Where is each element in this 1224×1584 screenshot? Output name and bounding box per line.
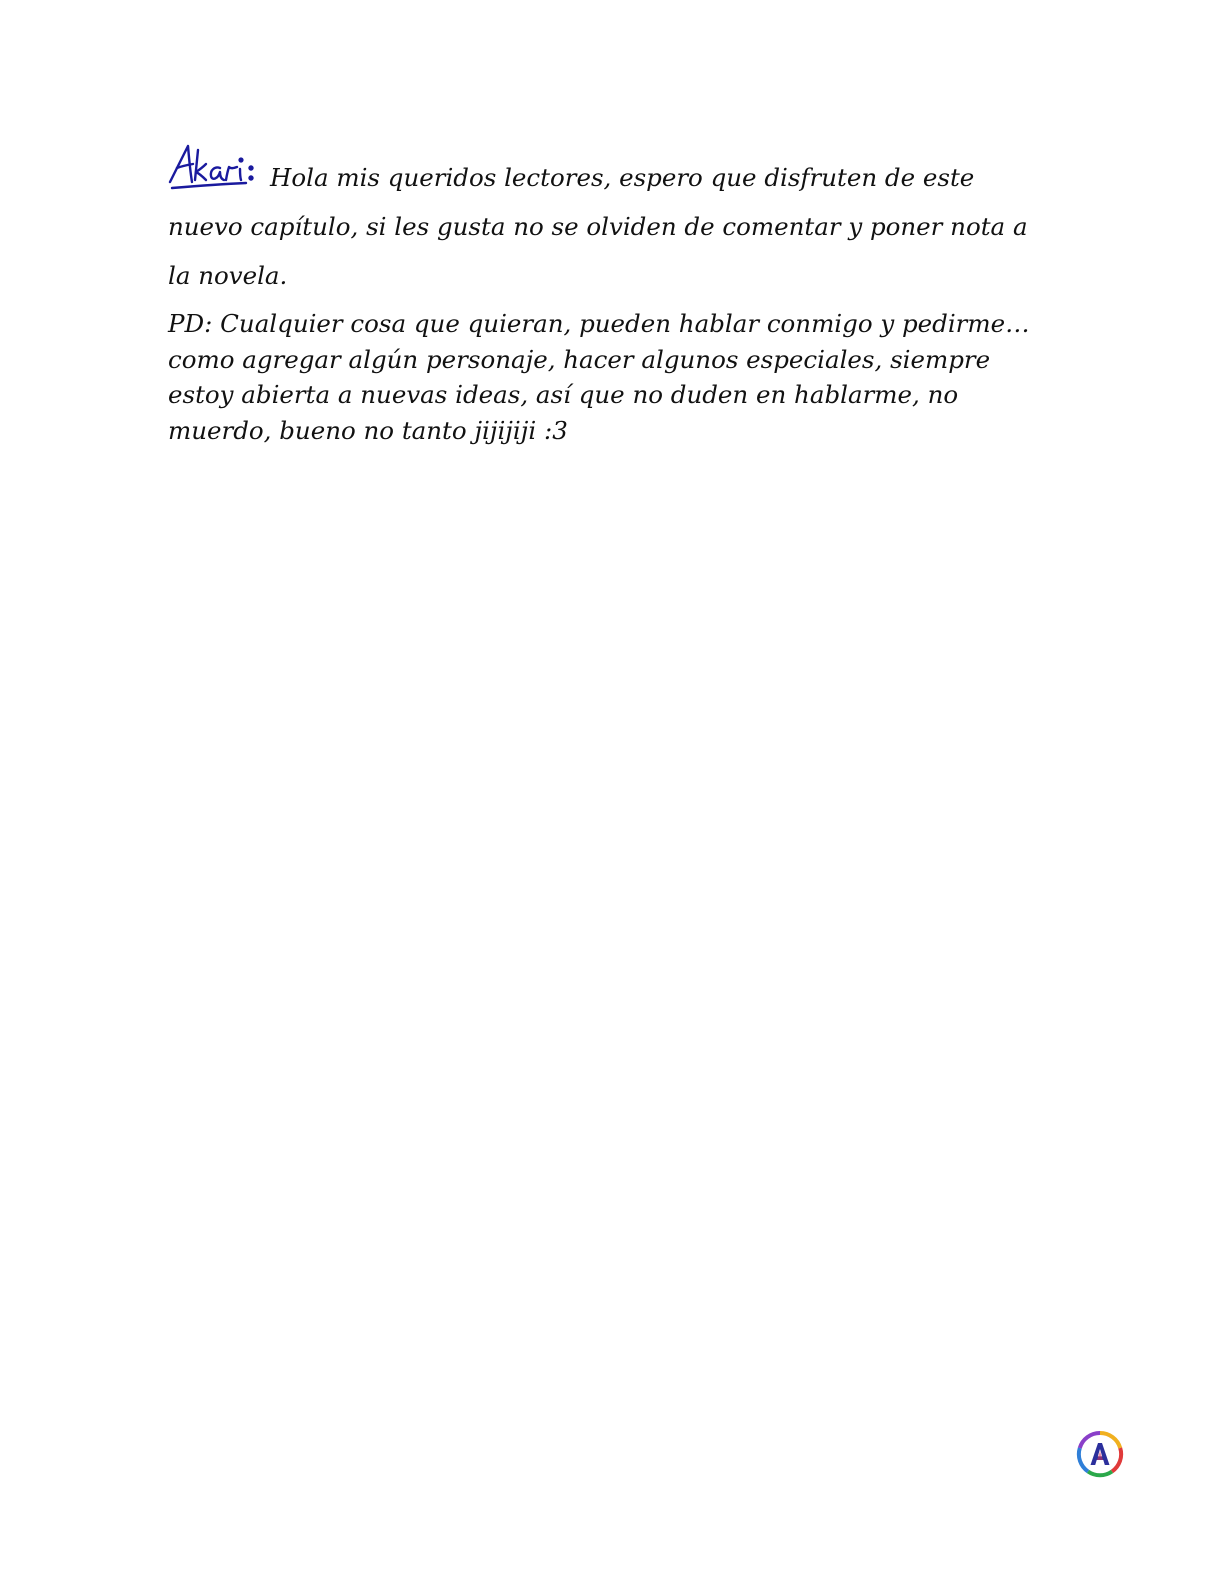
handwritten-signature-icon — [168, 142, 256, 190]
app-logo-icon — [1076, 1430, 1124, 1478]
note-paragraph-1 — [168, 142, 1048, 300]
note-paragraph-1-text: Hola mis queridos lectores, espero que disfruten de este nuevo capítulo, si les gusta no se olviden de comentar y poner nota a la novela. — [168, 163, 1028, 290]
app-logo — [1076, 1430, 1124, 1478]
signature-akari — [168, 142, 256, 190]
note-paragraph-2: PD: Cualquier cosa que quieran, pueden hablar conmigo y pedirme… como agregar algún personaje, hacer algunos especiales, siempre estoy abierta a nuevas ideas, así que no duden en hablarme, no muerdo, bueno no tanto jijijiji :3 — [168, 309, 1030, 445]
author-note — [168, 142, 1048, 448]
